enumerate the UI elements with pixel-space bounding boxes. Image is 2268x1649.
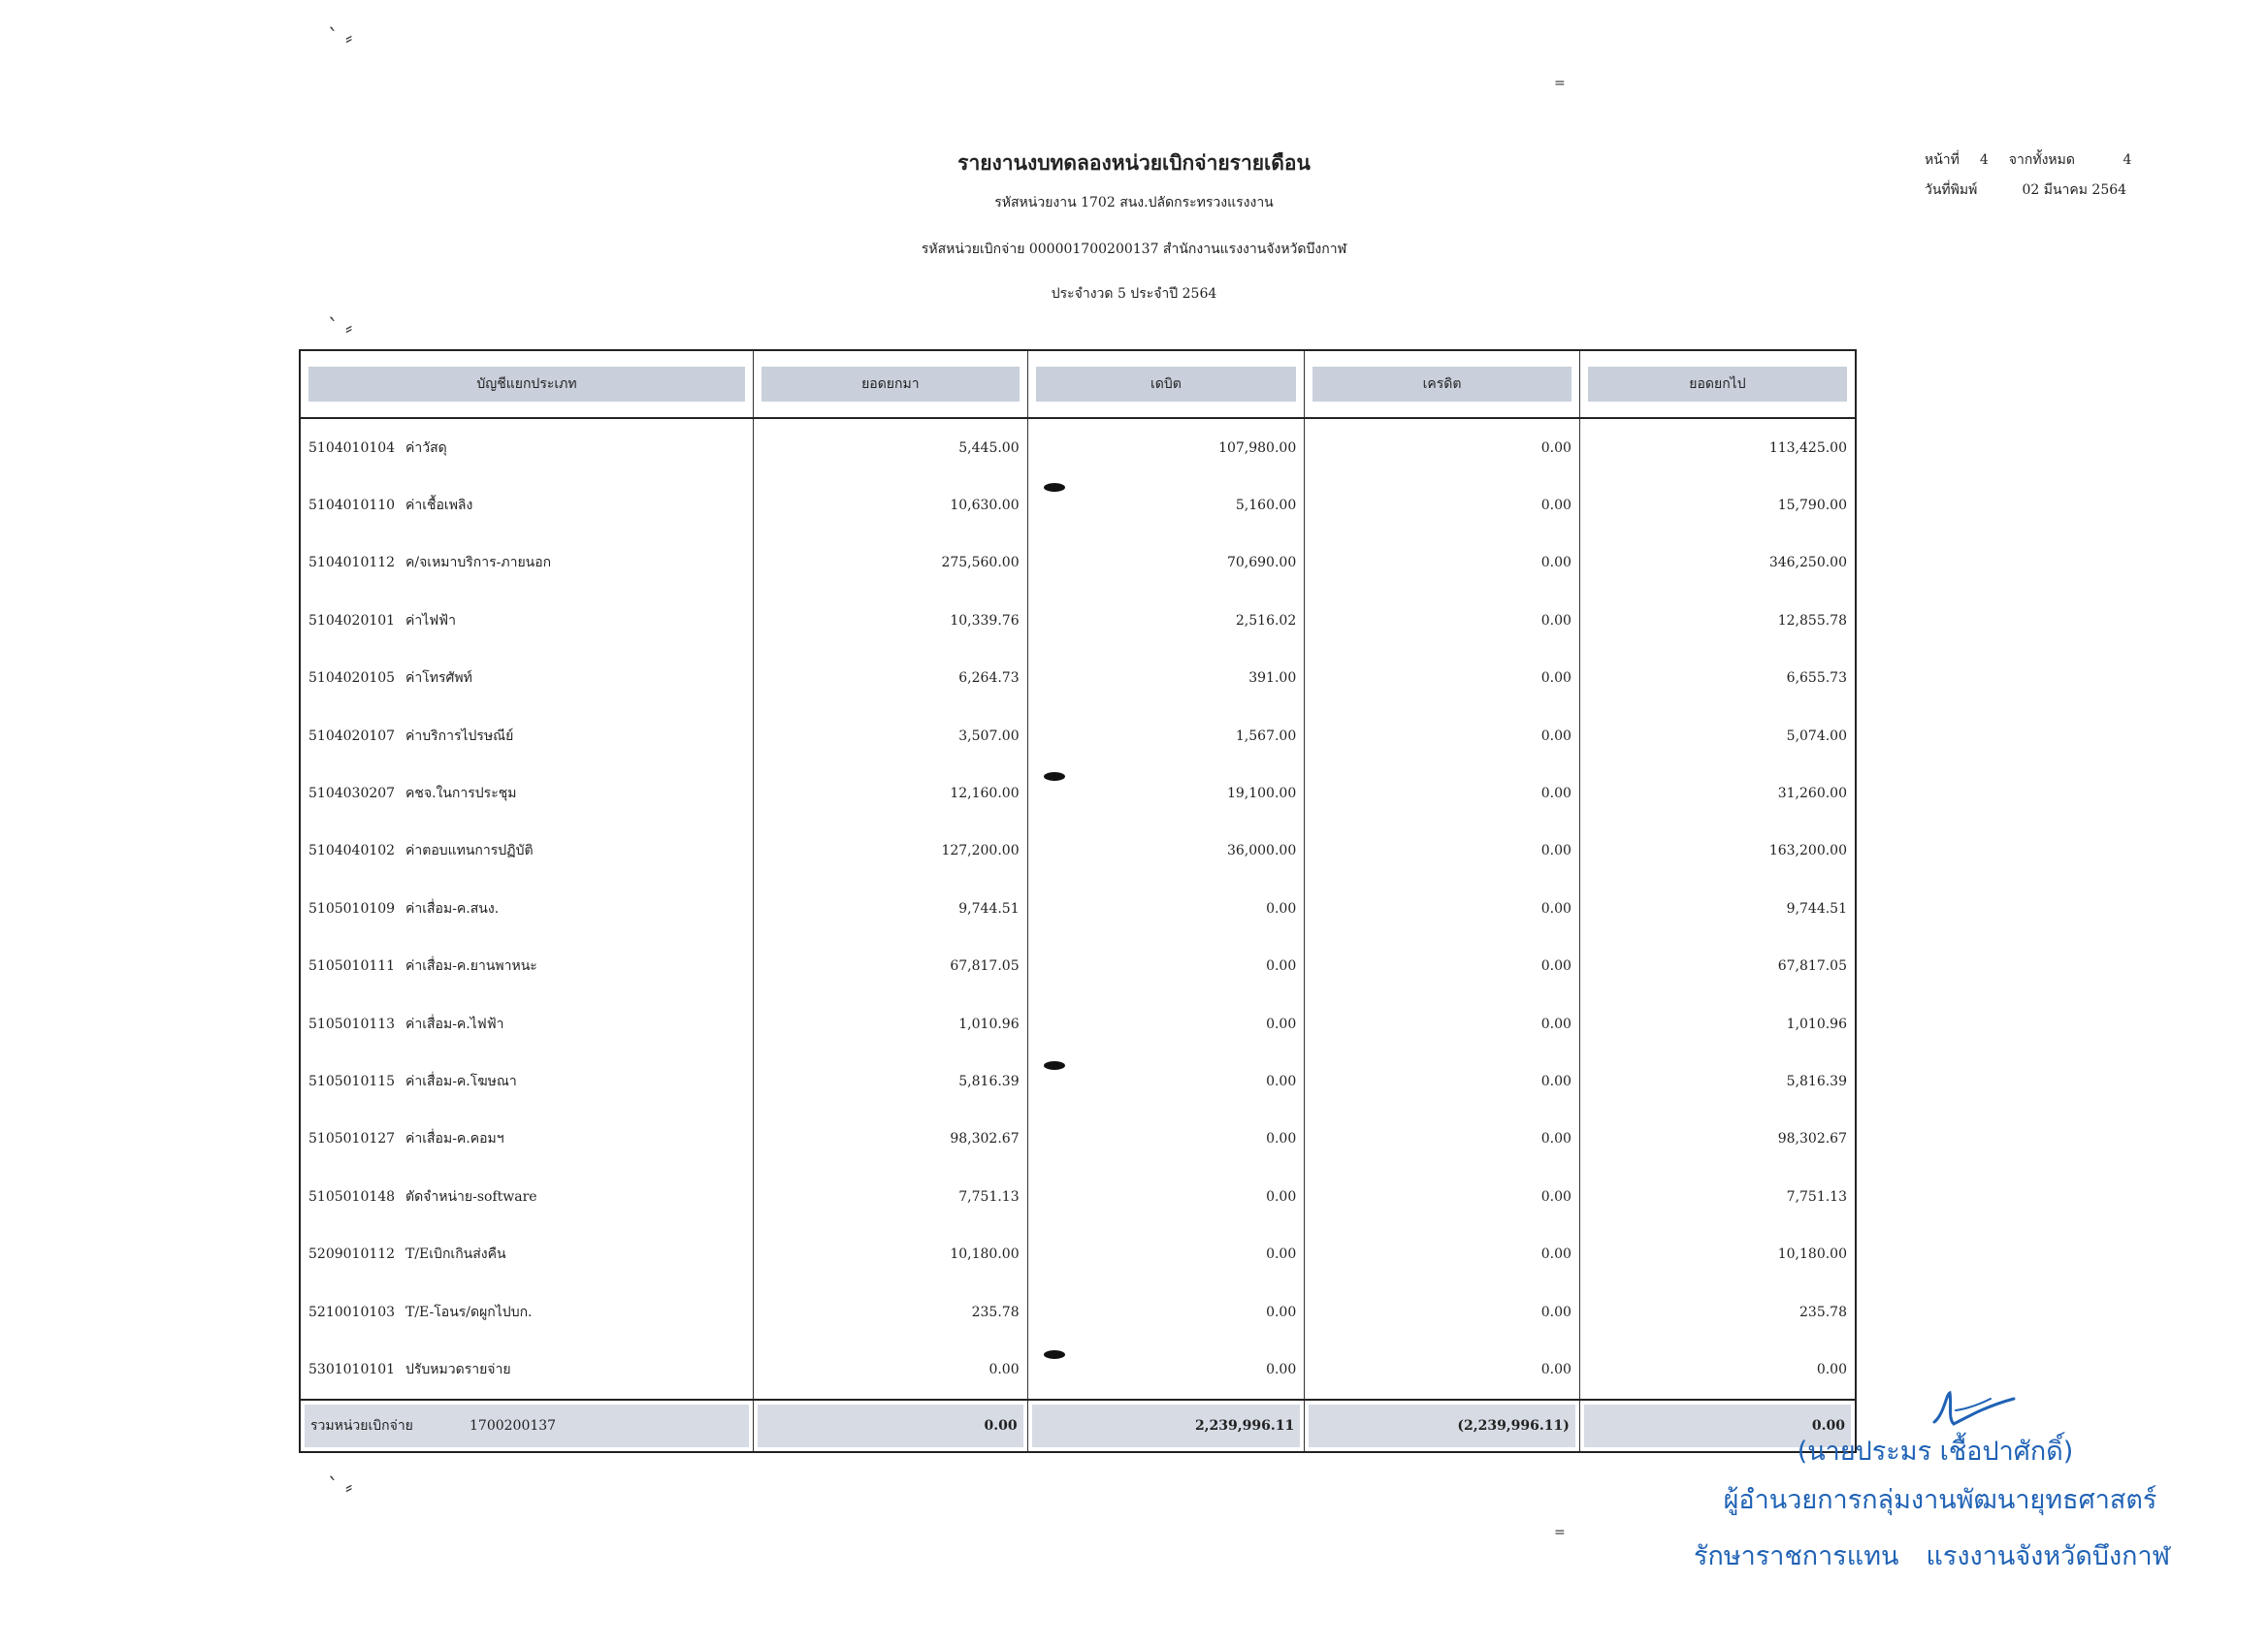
scan-mark: = — [1554, 1525, 1566, 1540]
table-row — [300, 534, 1856, 592]
credit-cell: 0.00 — [1305, 534, 1580, 592]
credit-cell: 0.00 — [1305, 592, 1580, 649]
account-name: ค่าโทรศัพท์ — [405, 670, 472, 687]
account-name: ค่าเสื่อม-ค.คอมฯ — [405, 1131, 504, 1148]
debit-cell: 0.00 — [1027, 1111, 1305, 1168]
carried-forward-cell: 113,425.00 — [1579, 418, 1856, 476]
account-cell — [300, 650, 754, 707]
scan-mark: ` ⸗ — [328, 316, 353, 340]
account-code: 5105010113 — [308, 1016, 396, 1032]
account-cell — [300, 1168, 754, 1225]
carried-forward-cell: 12,855.78 — [1579, 592, 1856, 649]
account-name: ค่าเสื่อม-ค.โฆษณา — [405, 1073, 517, 1089]
brought-forward-cell: 10,630.00 — [754, 476, 1028, 534]
account-cell — [300, 823, 754, 880]
brought-forward-cell: 67,817.05 — [754, 938, 1028, 995]
carried-forward-cell: 5,816.39 — [1579, 1052, 1856, 1110]
total-row — [300, 1400, 1856, 1452]
trial-balance-table — [299, 349, 1857, 1453]
col-header-debit: เดบิต — [1027, 350, 1305, 418]
table-row — [300, 707, 1856, 764]
brought-forward-cell: 5,445.00 — [754, 418, 1028, 476]
page-number: 4 — [1979, 152, 1989, 168]
account-code: 5105010111 — [308, 958, 396, 975]
table-row — [300, 418, 1856, 476]
debit-cell: 0.00 — [1027, 1341, 1305, 1399]
brought-forward-cell: 1,010.96 — [754, 995, 1028, 1052]
table-row — [300, 1168, 1856, 1225]
account-name: คชจ.ในการประชุม — [405, 786, 517, 802]
account-name: ค่าวัสดุ — [405, 439, 447, 456]
acting-organization: แรงงานจังหวัดบึงกาฬ — [1926, 1541, 2171, 1571]
account-cell — [300, 1111, 754, 1168]
account-name: T/E-โอนร/ดผูกไปบก. — [405, 1304, 533, 1320]
carried-forward-cell: 15,790.00 — [1579, 476, 1856, 534]
signatory-position: ผู้อำนวยการกลุ่มงานพัฒนายุทธศาสตร์ — [1723, 1485, 2157, 1515]
debit-cell: 19,100.00 — [1027, 764, 1305, 822]
account-code: 5104010112 — [308, 555, 396, 571]
carried-forward-cell: 0.00 — [1579, 1341, 1856, 1399]
account-code: 5104010104 — [308, 439, 396, 456]
table-row — [300, 823, 1856, 880]
account-cell — [300, 476, 754, 534]
col-header-credit: เครดิต — [1305, 350, 1580, 418]
account-code: 5104020101 — [308, 612, 396, 629]
account-cell — [300, 1225, 754, 1282]
carried-forward-cell: 10,180.00 — [1579, 1225, 1856, 1282]
carried-forward-cell: 5,074.00 — [1579, 707, 1856, 764]
account-cell — [300, 1283, 754, 1341]
account-cell — [300, 418, 754, 476]
table-row — [300, 650, 1856, 707]
account-code: 5105010109 — [308, 900, 396, 917]
brought-forward-cell: 10,339.76 — [754, 592, 1028, 649]
debit-cell: 0.00 — [1027, 880, 1305, 937]
scan-mark: ` ⸗ — [328, 26, 353, 50]
credit-cell: 0.00 — [1305, 995, 1580, 1052]
debit-cell: 1,567.00 — [1027, 707, 1305, 764]
page-label: หน้าที่ — [1925, 152, 1960, 168]
account-name: ตัดจำหน่าย-software — [405, 1188, 537, 1205]
table-header-row — [300, 350, 1856, 418]
account-cell — [300, 592, 754, 649]
account-cell — [300, 534, 754, 592]
period-line: ประจำงวด 5 ประจำปี 2564 — [1051, 286, 1217, 302]
account-code: 5105010115 — [308, 1073, 396, 1089]
disbursement-unit-line: รหัสหน่วยเบิกจ่าย 000001700200137 สำนักงานแรงงานจังหวัดบึงกาฬ — [921, 242, 1347, 257]
total-carried-forward: 0.00 — [1579, 1400, 1856, 1452]
table-row — [300, 1111, 1856, 1168]
debit-cell: 0.00 — [1027, 1052, 1305, 1110]
debit-cell: 70,690.00 — [1027, 534, 1305, 592]
account-code: 5210010103 — [308, 1304, 396, 1320]
scan-mark: = — [1554, 76, 1566, 91]
print-date: 02 มีนาคม 2564 — [2022, 182, 2127, 198]
signatory-name: (นายประมร เชื้อปาศักดิ์) — [1797, 1437, 2074, 1467]
table-body — [300, 418, 1856, 1400]
carried-forward-cell: 98,302.67 — [1579, 1111, 1856, 1168]
credit-cell: 0.00 — [1305, 1341, 1580, 1399]
carried-forward-cell: 67,817.05 — [1579, 938, 1856, 995]
account-name: ปรับหมวดรายจ่าย — [405, 1361, 511, 1377]
account-name: ค่าเสื่อม-ค.สนง. — [405, 900, 500, 917]
account-cell — [300, 880, 754, 937]
account-cell — [300, 1341, 754, 1399]
table-row — [300, 1283, 1856, 1341]
credit-cell: 0.00 — [1305, 1283, 1580, 1341]
table-row — [300, 592, 1856, 649]
account-code: 5104020105 — [308, 670, 396, 687]
of-label: จากทั้งหมด — [2008, 152, 2075, 168]
account-name: T/Eเบิกเกินส่งคืน — [405, 1246, 506, 1263]
debit-cell: 107,980.00 — [1027, 418, 1305, 476]
credit-cell: 0.00 — [1305, 823, 1580, 880]
brought-forward-cell: 5,816.39 — [754, 1052, 1028, 1110]
carried-forward-cell: 6,655.73 — [1579, 650, 1856, 707]
account-cell — [300, 1052, 754, 1110]
credit-cell: 0.00 — [1305, 418, 1580, 476]
table-row — [300, 764, 1856, 822]
account-name: ค่าตอบแทนการปฏิบัติ — [405, 843, 534, 859]
account-name: ค่าเสื่อม-ค.ไฟฟ้า — [405, 1016, 504, 1032]
account-cell — [300, 707, 754, 764]
credit-cell: 0.00 — [1305, 476, 1580, 534]
total-pages: 4 — [2122, 152, 2132, 168]
account-cell — [300, 995, 754, 1052]
brought-forward-cell: 9,744.51 — [754, 880, 1028, 937]
account-code: 5301010101 — [308, 1361, 396, 1377]
total-unit-code: 1700200137 — [470, 1417, 557, 1434]
debit-cell: 36,000.00 — [1027, 823, 1305, 880]
table-row — [300, 1225, 1856, 1282]
account-name: ค/จเหมาบริการ-ภายนอก — [405, 555, 552, 571]
col-header-brought-forward: ยอดยกมา — [754, 350, 1028, 418]
credit-cell: 0.00 — [1305, 1052, 1580, 1110]
account-code: 5104020107 — [308, 728, 396, 744]
brought-forward-cell: 127,200.00 — [754, 823, 1028, 880]
page-number-block — [1925, 149, 2131, 171]
debit-cell: 2,516.02 — [1027, 592, 1305, 649]
credit-cell: 0.00 — [1305, 880, 1580, 937]
report-title: รายงานงบทดลองหน่วยเบิกจ่ายรายเดือน — [957, 150, 1311, 175]
account-code: 5209010112 — [308, 1246, 396, 1263]
carried-forward-cell: 7,751.13 — [1579, 1168, 1856, 1225]
account-cell — [300, 938, 754, 995]
debit-cell: 391.00 — [1027, 650, 1305, 707]
credit-cell: 0.00 — [1305, 1225, 1580, 1282]
account-name: ค่าเสื่อม-ค.ยานพาหนะ — [405, 958, 537, 975]
carried-forward-cell: 9,744.51 — [1579, 880, 1856, 937]
signatory-acting-line — [1694, 1535, 2170, 1576]
account-name: ค่าไฟฟ้า — [405, 612, 456, 629]
brought-forward-cell: 275,560.00 — [754, 534, 1028, 592]
carried-forward-cell: 235.78 — [1579, 1283, 1856, 1341]
col-header-carried-forward: ยอดยกไป — [1579, 350, 1856, 418]
carried-forward-cell: 31,260.00 — [1579, 764, 1856, 822]
total-debit: 2,239,996.11 — [1027, 1400, 1305, 1452]
debit-cell: 0.00 — [1027, 1168, 1305, 1225]
brought-forward-cell: 6,264.73 — [754, 650, 1028, 707]
table-row — [300, 880, 1856, 937]
total-label: รวมหน่วยเบิกจ่าย — [310, 1417, 413, 1434]
table-row — [300, 476, 1856, 534]
credit-cell: 0.00 — [1305, 1111, 1580, 1168]
brought-forward-cell: 3,507.00 — [754, 707, 1028, 764]
table-row — [300, 1341, 1856, 1399]
debit-cell: 0.00 — [1027, 1283, 1305, 1341]
table-row — [300, 1052, 1856, 1110]
brought-forward-cell: 98,302.67 — [754, 1111, 1028, 1168]
print-date-label: วันที่พิมพ์ — [1925, 182, 1978, 198]
debit-cell: 0.00 — [1027, 1225, 1305, 1282]
credit-cell: 0.00 — [1305, 764, 1580, 822]
debit-cell: 0.00 — [1027, 995, 1305, 1052]
agency-code-line: รหัสหน่วยงาน 1702 สนง.ปลัดกระทรวงแรงงาน — [994, 195, 1274, 210]
total-credit: (2,239,996.11) — [1305, 1400, 1580, 1452]
credit-cell: 0.00 — [1305, 707, 1580, 764]
table-row — [300, 938, 1856, 995]
brought-forward-cell: 12,160.00 — [754, 764, 1028, 822]
brought-forward-cell: 10,180.00 — [754, 1225, 1028, 1282]
credit-cell: 0.00 — [1305, 938, 1580, 995]
acting-label: รักษาราชการแทน — [1694, 1541, 1899, 1571]
table-row — [300, 995, 1856, 1052]
account-code: 5104030207 — [308, 786, 396, 802]
total-label-cell — [300, 1400, 754, 1452]
debit-cell: 5,160.00 — [1027, 476, 1305, 534]
scan-mark: ` ⸗ — [328, 1475, 353, 1500]
credit-cell: 0.00 — [1305, 650, 1580, 707]
account-name: ค่าเชื้อเพลิง — [405, 498, 473, 514]
account-code: 5105010127 — [308, 1131, 396, 1148]
carried-forward-cell: 163,200.00 — [1579, 823, 1856, 880]
account-code: 5104040102 — [308, 843, 396, 859]
total-brought-forward: 0.00 — [754, 1400, 1028, 1452]
brought-forward-cell: 7,751.13 — [754, 1168, 1028, 1225]
carried-forward-cell: 1,010.96 — [1579, 995, 1856, 1052]
col-header-account: บัญชีแยกประเภท — [300, 350, 754, 418]
brought-forward-cell: 0.00 — [754, 1341, 1028, 1399]
account-code: 5104010110 — [308, 498, 396, 514]
account-cell — [300, 764, 754, 822]
print-date-block — [1925, 179, 2126, 201]
account-code: 5105010148 — [308, 1188, 396, 1205]
brought-forward-cell: 235.78 — [754, 1283, 1028, 1341]
credit-cell: 0.00 — [1305, 1168, 1580, 1225]
account-name: ค่าบริการไปรษณีย์ — [405, 728, 514, 744]
debit-cell: 0.00 — [1027, 938, 1305, 995]
carried-forward-cell: 346,250.00 — [1579, 534, 1856, 592]
